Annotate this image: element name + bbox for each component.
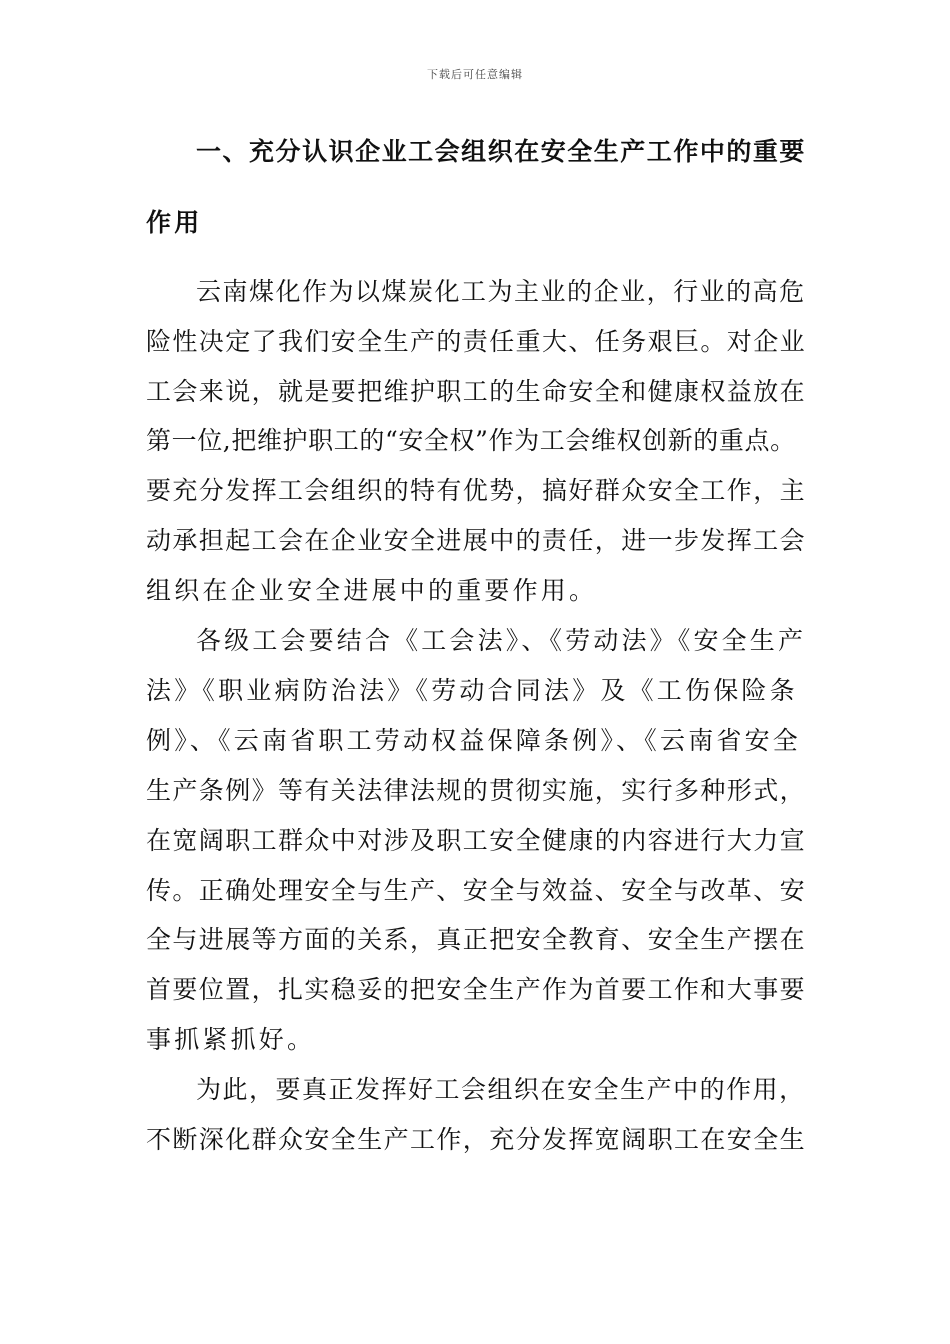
- paragraph-line: 云南煤化作为以煤炭化工为主业的企业，行业的高危: [196, 277, 806, 306]
- paragraph-line: 工会来说，就是要把维护职工的生命安全和健康权益放在: [146, 377, 807, 406]
- paragraph-line: 第一位,把维护职工的“安全权”作为工会维权创新的重点。: [146, 426, 796, 455]
- paragraph-line: 例》、《云南省职工劳动权益保障条例》、《云南省安全: [146, 726, 802, 755]
- paragraph-line: 为此，要真正发挥好工会组织在安全生产中的作用，: [196, 1075, 806, 1104]
- paragraph-line: 不断深化群众安全生产工作，充分发挥宽阔职工在安全生: [146, 1125, 807, 1154]
- paragraph-line: 生产条例》等有关法律法规的贯彻实施，实行多种形式，: [146, 776, 807, 805]
- paragraph-line: 事抓紧抓好。: [146, 1025, 316, 1054]
- paragraph-line: 传。正确处理安全与生产、安全与效益、安全与改革、安: [146, 876, 807, 905]
- paragraph-line: 在宽阔职工群众中对涉及职工安全健康的内容进行大力宣: [146, 826, 807, 855]
- paragraph-line: 动承担起工会在企业安全进展中的责任，进一步发挥工会: [146, 526, 807, 555]
- paragraph-line: 首要位置，扎实稳妥的把安全生产作为首要工作和大事要: [146, 975, 807, 1004]
- paragraph-line: 险性决定了我们安全生产的责任重大、任务艰巨。对企业: [146, 327, 807, 356]
- paragraph-line: 法》《职业病防治法》《劳动合同法》及《工伤保险条: [146, 676, 798, 705]
- section-heading-line-2: 作用: [146, 208, 203, 237]
- section-heading-line-1: 一、充分认识企业工会组织在安全生产工作中的重要: [196, 137, 806, 166]
- page-header-note: 下载后可任意编辑: [427, 68, 523, 81]
- paragraph-line: 全与进展等方面的关系，真正把安全教育、安全生产摆在: [146, 925, 807, 954]
- paragraph-line: 要充分发挥工会组织的特有优势，搞好群众安全工作，主: [146, 476, 807, 505]
- paragraph-line: 各级工会要结合《工会法》、《劳动法》《安全生产: [196, 626, 807, 655]
- paragraph-line: 组织在企业安全进展中的重要作用。: [146, 576, 598, 605]
